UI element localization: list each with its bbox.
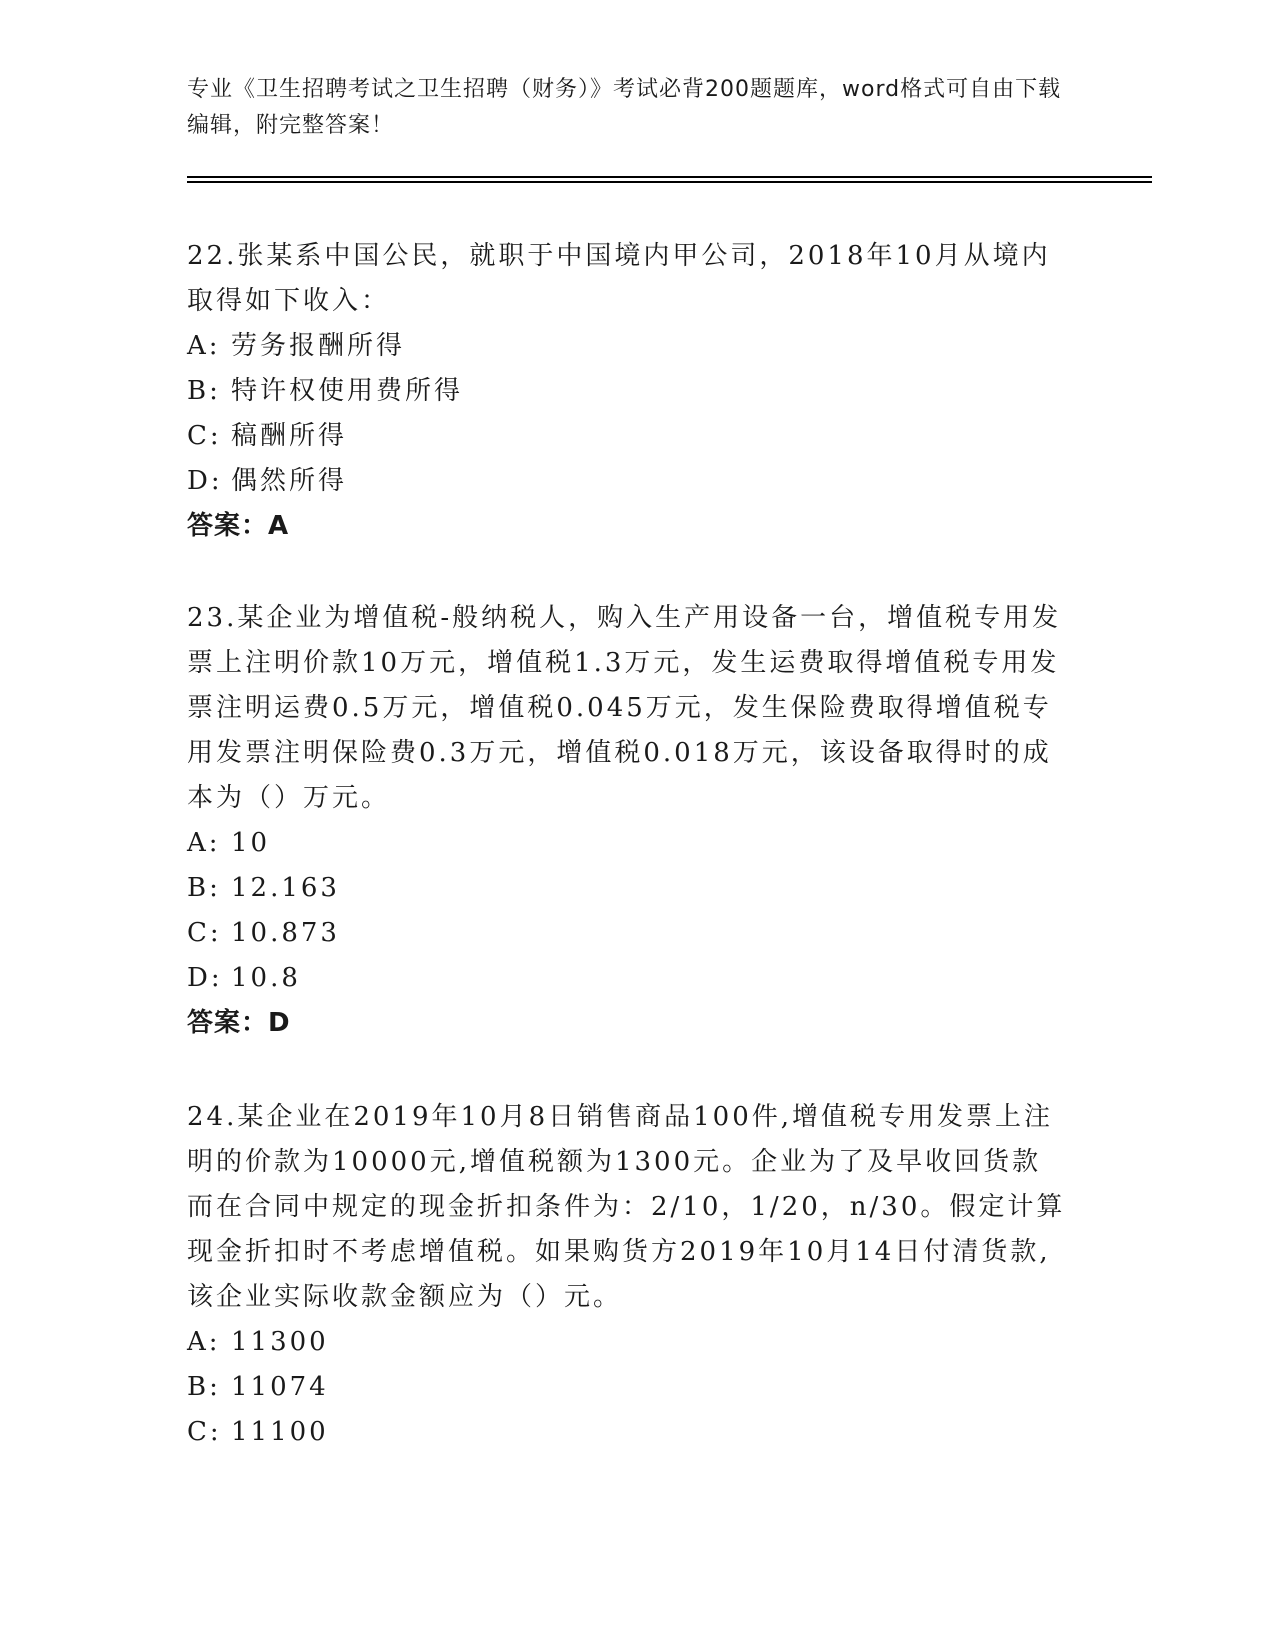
option-key: C: [187, 918, 222, 948]
option-key: A: [187, 828, 221, 858]
option-value: 10.8 [231, 963, 301, 993]
option-key: D: [187, 963, 223, 993]
option-value: 稿酬所得 [231, 421, 348, 451]
option-value: 特许权使用费所得 [231, 376, 464, 406]
option-key: D: [187, 466, 223, 496]
option-key: A: [187, 331, 221, 361]
option-key: C: [187, 1417, 222, 1447]
option-key: B: [187, 873, 221, 903]
option-c [187, 1410, 1067, 1455]
option-value: 10 [231, 828, 271, 858]
option-key: B: [187, 1372, 221, 1402]
question-text: 22.张某系中国公民，就职于中国境内甲公司，2018年10月从境内取得如下收入： [187, 241, 1051, 316]
option-key: C: [187, 421, 222, 451]
option-value: 11100 [231, 1417, 329, 1447]
option-c [187, 911, 1067, 956]
question-24 [187, 1095, 1067, 1455]
option-value: 偶然所得 [231, 466, 348, 496]
answer-label: 答案：D [187, 1008, 291, 1038]
option-b [187, 866, 1067, 911]
option-a [187, 1320, 1067, 1365]
option-a [187, 324, 1067, 369]
question-23 [187, 596, 1067, 1046]
option-value: 12.163 [231, 873, 340, 903]
option-key: B: [187, 376, 221, 406]
option-b [187, 1365, 1067, 1410]
header-divider-top [187, 176, 1152, 178]
option-value: 10.873 [231, 918, 340, 948]
option-b [187, 369, 1067, 414]
question-22 [187, 234, 1067, 549]
option-value: 劳务报酬所得 [231, 331, 406, 361]
answer-label: 答案：A [187, 511, 290, 541]
question-text: 24.某企业在2019年10月8日销售商品100件,增值税专用发票上注明的价款为10000元,增值税额为1300元。企业为了及早收回货款而在合同中规定的现金折扣条件为：2/10，1/20，n/30。假定计算现金折扣时不考虑增值税。如果购货方2019年10月14日付清货款,该企业实际收款金额应为（）元。 [187, 1102, 1066, 1312]
option-c [187, 414, 1067, 459]
question-text: 23.某企业为增值税-般纳税人，购入生产用设备一台，增值税专用发票上注明价款10万元，增值税1.3万元，发生运费取得增值税专用发票注明运费0.5万元，增值税0.045万元，发生保险费取得增值税专用发票注明保险费0.3万元，增值税0.018万元，该设备取得时的成本为（）万元。 [187, 603, 1062, 813]
header-divider-bottom [187, 181, 1152, 183]
document-intro: 专业《卫生招聘考试之卫生招聘（财务）》考试必背200题题库，word格式可自由下载编辑，附完整答案！ [187, 77, 1062, 138]
option-d [187, 459, 1067, 504]
option-key: A: [187, 1327, 221, 1357]
option-value: 11300 [231, 1327, 329, 1357]
option-a [187, 821, 1067, 866]
option-value: 11074 [231, 1372, 329, 1402]
option-d [187, 956, 1067, 1001]
